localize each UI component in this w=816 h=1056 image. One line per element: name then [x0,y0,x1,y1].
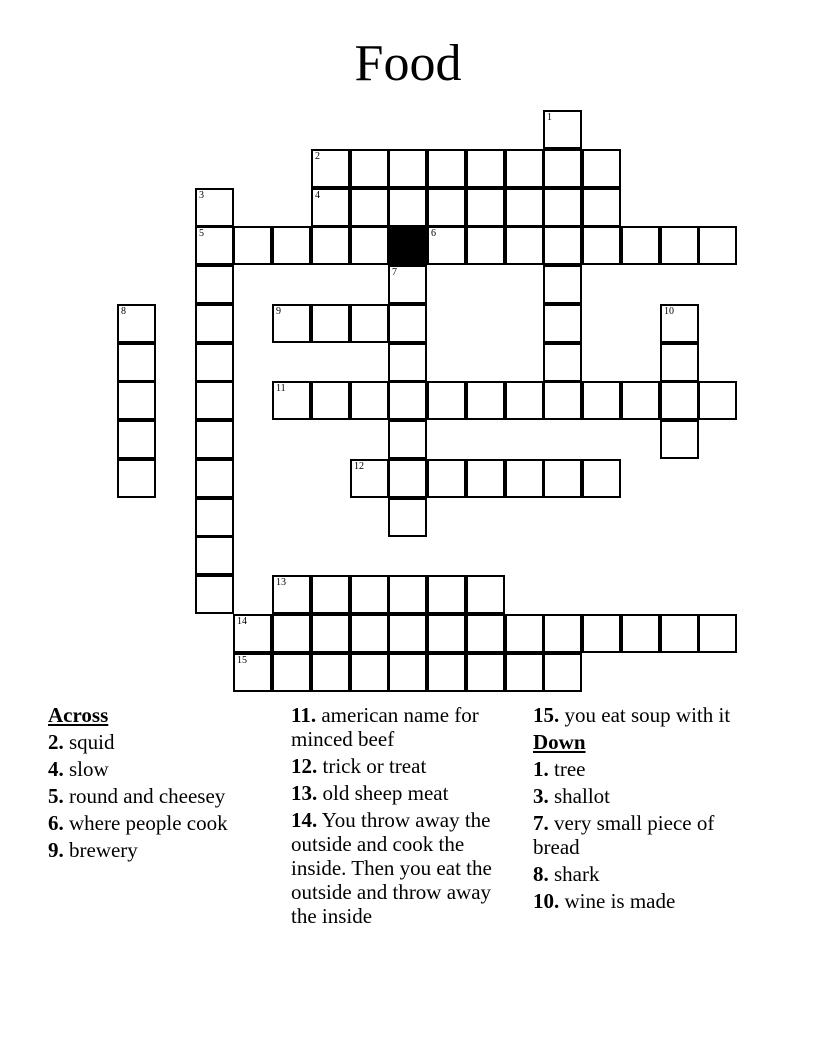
grid-cell[interactable] [195,420,234,459]
grid-cell[interactable] [311,304,350,343]
grid-cell[interactable] [117,459,156,498]
grid-cell[interactable] [311,188,350,227]
grid-cell[interactable] [698,614,737,653]
clue-column-1 [48,703,273,865]
cell-number: 1 [547,112,552,123]
grid-cell[interactable] [311,149,350,188]
grid-cell[interactable] [582,381,621,420]
grid-cell[interactable] [272,575,311,614]
grid-cell[interactable] [388,265,427,304]
cell-number: 4 [315,190,320,201]
grid-cell[interactable] [311,381,350,420]
grid-cell[interactable] [621,614,660,653]
grid-cell[interactable] [195,343,234,382]
grid-cell[interactable] [543,110,582,149]
across-heading: Across [48,703,109,727]
grid-cell[interactable] [272,304,311,343]
grid-cell[interactable] [427,575,466,614]
grid-cell[interactable] [388,459,427,498]
clue-across-2: 2. squid [48,730,115,754]
grid-cell[interactable] [543,188,582,227]
cell-number: 8 [121,306,126,317]
clue-down-3: 3. shallot [533,784,610,808]
grid-cell[interactable] [660,226,699,265]
grid-cell[interactable] [427,614,466,653]
cell-number: 14 [237,616,247,627]
grid-cell[interactable] [195,498,234,537]
cell-number: 12 [354,461,364,472]
grid-cell[interactable] [582,614,621,653]
grid-cell[interactable] [388,653,427,692]
cell-number: 2 [315,151,320,162]
grid-cell[interactable] [660,420,699,459]
grid-cell[interactable] [272,653,311,692]
grid-cell[interactable] [621,381,660,420]
clue-across-9: 9. brewery [48,838,138,862]
grid-cell[interactable] [660,343,699,382]
grid-cell[interactable] [233,226,272,265]
grid-cell[interactable] [466,149,505,188]
grid-cell[interactable] [311,575,350,614]
grid-cell[interactable] [233,653,272,692]
grid-cell[interactable] [272,226,311,265]
grid-cell[interactable] [388,304,427,343]
grid-cell[interactable] [388,188,427,227]
grid-cell[interactable] [427,149,466,188]
grid-cell[interactable] [195,188,234,227]
grid-cell[interactable] [698,226,737,265]
grid-cell[interactable] [660,381,699,420]
clue-down-10: 10. wine is made [533,889,676,913]
cell-number: 5 [199,228,204,239]
grid-cell[interactable] [427,653,466,692]
clue-across-15: 15. you eat soup with it [533,703,731,727]
grid-cell[interactable] [543,226,582,265]
clue-down-8: 8. shark [533,862,600,886]
grid-cell[interactable] [117,381,156,420]
grid-cell[interactable] [698,381,737,420]
grid-cell[interactable] [466,459,505,498]
clue-down-7: 7. very small piece of bread [533,811,715,859]
grid-cell[interactable] [505,653,544,692]
clue-across-5: 5. round and cheesey [48,784,226,808]
cell-number: 9 [276,306,281,317]
grid-cell[interactable] [272,381,311,420]
grid-cell[interactable] [350,381,389,420]
grid-cell[interactable] [582,149,621,188]
grid-cell[interactable] [543,614,582,653]
grid-cell[interactable] [388,420,427,459]
grid-cell[interactable] [117,304,156,343]
clue-column-3 [533,703,758,916]
grid-cell[interactable] [505,614,544,653]
clue-across-14: 14. You throw away the outside and cook the inside. Then you eat the outside and throw away the inside [291,808,492,928]
down-heading: Down [533,730,586,754]
grid-cell[interactable] [427,226,466,265]
cell-number: 11 [276,383,286,394]
cell-number: 3 [199,190,204,201]
grid-cell[interactable] [117,343,156,382]
grid-cell[interactable] [505,226,544,265]
grid-cell[interactable] [311,653,350,692]
grid-cell[interactable] [466,381,505,420]
grid-cell[interactable] [505,188,544,227]
grid-cell[interactable] [621,226,660,265]
grid-cell[interactable] [311,614,350,653]
cell-number: 7 [392,267,397,278]
grid-cell[interactable] [195,381,234,420]
grid-cell[interactable] [350,149,389,188]
grid-cell[interactable] [582,188,621,227]
cell-number: 6 [431,228,436,239]
grid-cell[interactable] [427,188,466,227]
clue-across-12: 12. trick or treat [291,754,427,778]
clue-column-2 [291,703,516,931]
grid-cell[interactable] [543,381,582,420]
puzzle-title: Food [354,35,462,92]
clue-across-4: 4. slow [48,757,109,781]
clue-across-13: 13. old sheep meat [291,781,449,805]
grid-cell[interactable] [543,149,582,188]
grid-cell[interactable] [350,614,389,653]
grid-cell[interactable] [466,614,505,653]
black-cell [388,226,427,265]
cell-number: 15 [237,655,247,666]
grid-cell[interactable] [388,614,427,653]
grid-cell[interactable] [427,459,466,498]
grid-cell[interactable] [350,226,389,265]
grid-cell[interactable] [505,459,544,498]
clue-down-1: 1. tree [533,757,586,781]
grid-cell[interactable] [388,381,427,420]
clue-across-11: 11. american name for minced beef [291,703,479,751]
grid-cell[interactable] [466,575,505,614]
grid-cell[interactable] [660,304,699,343]
grid-cell[interactable] [195,536,234,575]
grid-cell[interactable] [466,188,505,227]
cell-number: 13 [276,577,286,588]
grid-cell[interactable] [543,459,582,498]
grid-cell[interactable] [388,575,427,614]
grid-cell[interactable] [350,575,389,614]
grid-cell[interactable] [582,459,621,498]
grid-cell[interactable] [388,343,427,382]
grid-cell[interactable] [388,149,427,188]
grid-cell[interactable] [543,265,582,304]
grid-cell[interactable] [195,265,234,304]
grid-cell[interactable] [466,653,505,692]
grid-cell[interactable] [233,614,272,653]
grid-cell[interactable] [582,226,621,265]
grid-cell[interactable] [388,498,427,537]
grid-cell[interactable] [350,304,389,343]
grid-cell[interactable] [543,653,582,692]
cell-number: 10 [664,306,674,317]
grid-cell[interactable] [272,614,311,653]
grid-cell[interactable] [195,304,234,343]
grid-cell[interactable] [505,149,544,188]
clue-across-6: 6. where people cook [48,811,228,835]
grid-cell[interactable] [350,459,389,498]
grid-cell[interactable] [195,575,234,614]
grid-cell[interactable] [195,459,234,498]
grid-cell[interactable] [117,420,156,459]
grid-cell[interactable] [466,226,505,265]
grid-cell[interactable] [350,653,389,692]
grid-cell[interactable] [660,614,699,653]
grid-cell[interactable] [311,226,350,265]
grid-cell[interactable] [427,381,466,420]
grid-cell[interactable] [543,343,582,382]
grid-cell[interactable] [195,226,234,265]
grid-cell[interactable] [543,304,582,343]
grid-cell[interactable] [350,188,389,227]
grid-cell[interactable] [505,381,544,420]
